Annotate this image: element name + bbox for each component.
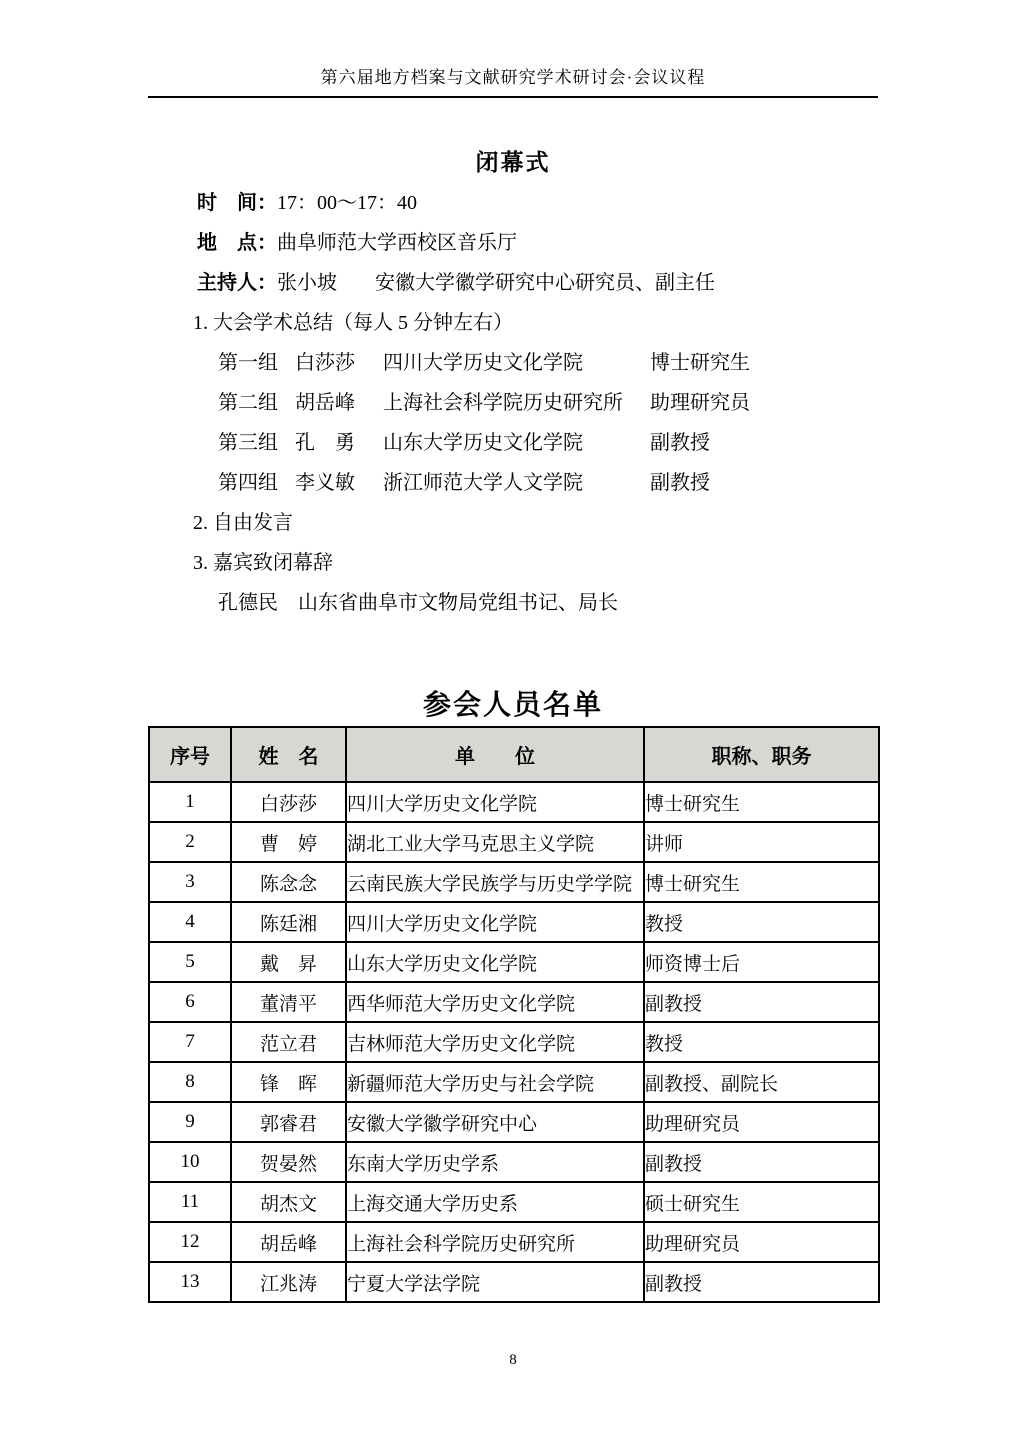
host-name: 张小坡 [277, 271, 337, 294]
cell-index: 11 [149, 1182, 231, 1222]
table-row [149, 1262, 879, 1302]
cell-org: 吉林师范大学历史文化学院 [346, 1022, 644, 1062]
closing-ceremony-title: 闭幕式 [475, 150, 551, 175]
col-header-name: 姓 名 [231, 727, 346, 782]
cell-index: 2 [149, 822, 231, 862]
group-speaker-title: 博士研究生 [650, 351, 750, 374]
table-row [149, 822, 879, 862]
group-speaker-name: 孔 勇 [295, 431, 355, 454]
group-summary-row [148, 460, 878, 500]
cell-name: 江兆涛 [231, 1262, 346, 1302]
participants-table [148, 726, 880, 1303]
cell-name: 戴 昇 [231, 942, 346, 982]
cell-name: 陈廷湘 [231, 902, 346, 942]
col-header-index: 序号 [149, 727, 231, 782]
cell-name: 董清平 [231, 982, 346, 1022]
cell-org: 上海交通大学历史系 [346, 1182, 644, 1222]
host-title: 安徽大学徽学研究中心研究员、副主任 [375, 271, 715, 294]
table-row [149, 1102, 879, 1142]
time-label: 时 间： [197, 191, 277, 214]
cell-org: 四川大学历史文化学院 [346, 902, 644, 942]
table-row [149, 942, 879, 982]
closing-speaker-line [148, 580, 878, 620]
cell-title: 教授 [644, 902, 879, 942]
venue-value: 曲阜师范大学西校区音乐厅 [277, 231, 517, 254]
cell-title: 博士研究生 [644, 782, 879, 822]
cell-index: 4 [149, 902, 231, 942]
cell-name: 陈念念 [231, 862, 346, 902]
cell-title: 副教授 [644, 1262, 879, 1302]
cell-name: 范立君 [231, 1022, 346, 1062]
cell-name: 胡杰文 [231, 1182, 346, 1222]
cell-org: 西华师范大学历史文化学院 [346, 982, 644, 1022]
group-speaker-title: 副教授 [650, 431, 710, 454]
table-row [149, 1022, 879, 1062]
cell-name: 锋 晖 [231, 1062, 346, 1102]
group-summary-row [148, 340, 878, 380]
cell-org: 宁夏大学法学院 [346, 1262, 644, 1302]
group-speaker-org: 浙江师范大学人文学院 [383, 471, 583, 494]
table-row [149, 1222, 879, 1262]
agenda-item-3: 3. 嘉宾致闭幕辞 [193, 551, 333, 574]
cell-index: 6 [149, 982, 231, 1022]
time-value: 17：00～17：40 [277, 191, 417, 214]
col-header-org: 单 位 [346, 727, 644, 782]
cell-name: 郭睿君 [231, 1102, 346, 1142]
cell-index: 12 [149, 1222, 231, 1262]
group-speaker-name: 胡岳峰 [295, 391, 355, 414]
group-speaker-title: 助理研究员 [650, 391, 750, 414]
cell-name: 曹 婷 [231, 822, 346, 862]
table-header-row [149, 727, 879, 782]
cell-title: 副教授 [644, 1142, 879, 1182]
participants-list-title: 参会人员名单 [422, 690, 603, 721]
agenda-item-2: 2. 自由发言 [193, 511, 293, 534]
cell-index: 10 [149, 1142, 231, 1182]
col-header-title: 职称、职务 [644, 727, 879, 782]
group-speaker-org: 山东大学历史文化学院 [383, 431, 583, 454]
group-speaker-org: 四川大学历史文化学院 [383, 351, 583, 374]
venue-line [148, 220, 878, 260]
cell-index: 9 [149, 1102, 231, 1142]
table-row [149, 782, 879, 822]
venue-label: 地 点： [197, 231, 277, 254]
cell-title: 博士研究生 [644, 862, 879, 902]
cell-index: 13 [149, 1262, 231, 1302]
cell-index: 8 [149, 1062, 231, 1102]
table-row [149, 862, 879, 902]
cell-org: 新疆师范大学历史与社会学院 [346, 1062, 644, 1102]
group-label: 第四组 [218, 471, 278, 494]
cell-org: 云南民族大学民族学与历史学学院 [346, 862, 644, 902]
running-header: 第六届地方档案与文献研究学术研讨会·会议议程 [148, 66, 878, 98]
group-label: 第一组 [218, 351, 278, 374]
cell-org: 山东大学历史文化学院 [346, 942, 644, 982]
cell-index: 1 [149, 782, 231, 822]
cell-title: 讲师 [644, 822, 879, 862]
cell-name: 胡岳峰 [231, 1222, 346, 1262]
table-row [149, 1062, 879, 1102]
closing-speaker-title: 山东省曲阜市文物局党组书记、局长 [298, 591, 618, 614]
host-line [148, 260, 878, 300]
cell-title: 硕士研究生 [644, 1182, 879, 1222]
host-label: 主持人： [197, 271, 277, 294]
cell-title: 师资博士后 [644, 942, 879, 982]
closing-ceremony-body [148, 180, 878, 620]
cell-title: 助理研究员 [644, 1222, 879, 1262]
table-row [149, 982, 879, 1022]
cell-title: 教授 [644, 1022, 879, 1062]
group-label: 第二组 [218, 391, 278, 414]
cell-index: 5 [149, 942, 231, 982]
cell-org: 东南大学历史学系 [346, 1142, 644, 1182]
table-row [149, 1142, 879, 1182]
group-speaker-name: 李义敏 [295, 471, 355, 494]
cell-name: 贺晏然 [231, 1142, 346, 1182]
group-summary-row [148, 380, 878, 420]
cell-title: 助理研究员 [644, 1102, 879, 1142]
cell-org: 四川大学历史文化学院 [346, 782, 644, 822]
table-row [149, 1182, 879, 1222]
page-number: 8 [509, 1352, 517, 1368]
cell-name: 白莎莎 [231, 782, 346, 822]
agenda-item-1: 1. 大会学术总结（每人 5 分钟左右） [193, 311, 513, 334]
time-line [148, 180, 878, 220]
group-summary-row [148, 420, 878, 460]
table-row [149, 902, 879, 942]
cell-index: 7 [149, 1022, 231, 1062]
cell-org: 湖北工业大学马克思主义学院 [346, 822, 644, 862]
cell-org: 上海社会科学院历史研究所 [346, 1222, 644, 1262]
group-speaker-org: 上海社会科学院历史研究所 [383, 391, 623, 414]
group-speaker-title: 副教授 [650, 471, 710, 494]
cell-title: 副教授 [644, 982, 879, 1022]
group-speaker-name: 白莎莎 [295, 351, 355, 374]
group-label: 第三组 [218, 431, 278, 454]
cell-org: 安徽大学徽学研究中心 [346, 1102, 644, 1142]
cell-title: 副教授、副院长 [644, 1062, 879, 1102]
cell-index: 3 [149, 862, 231, 902]
closing-speaker-name: 孔德民 [218, 591, 278, 614]
